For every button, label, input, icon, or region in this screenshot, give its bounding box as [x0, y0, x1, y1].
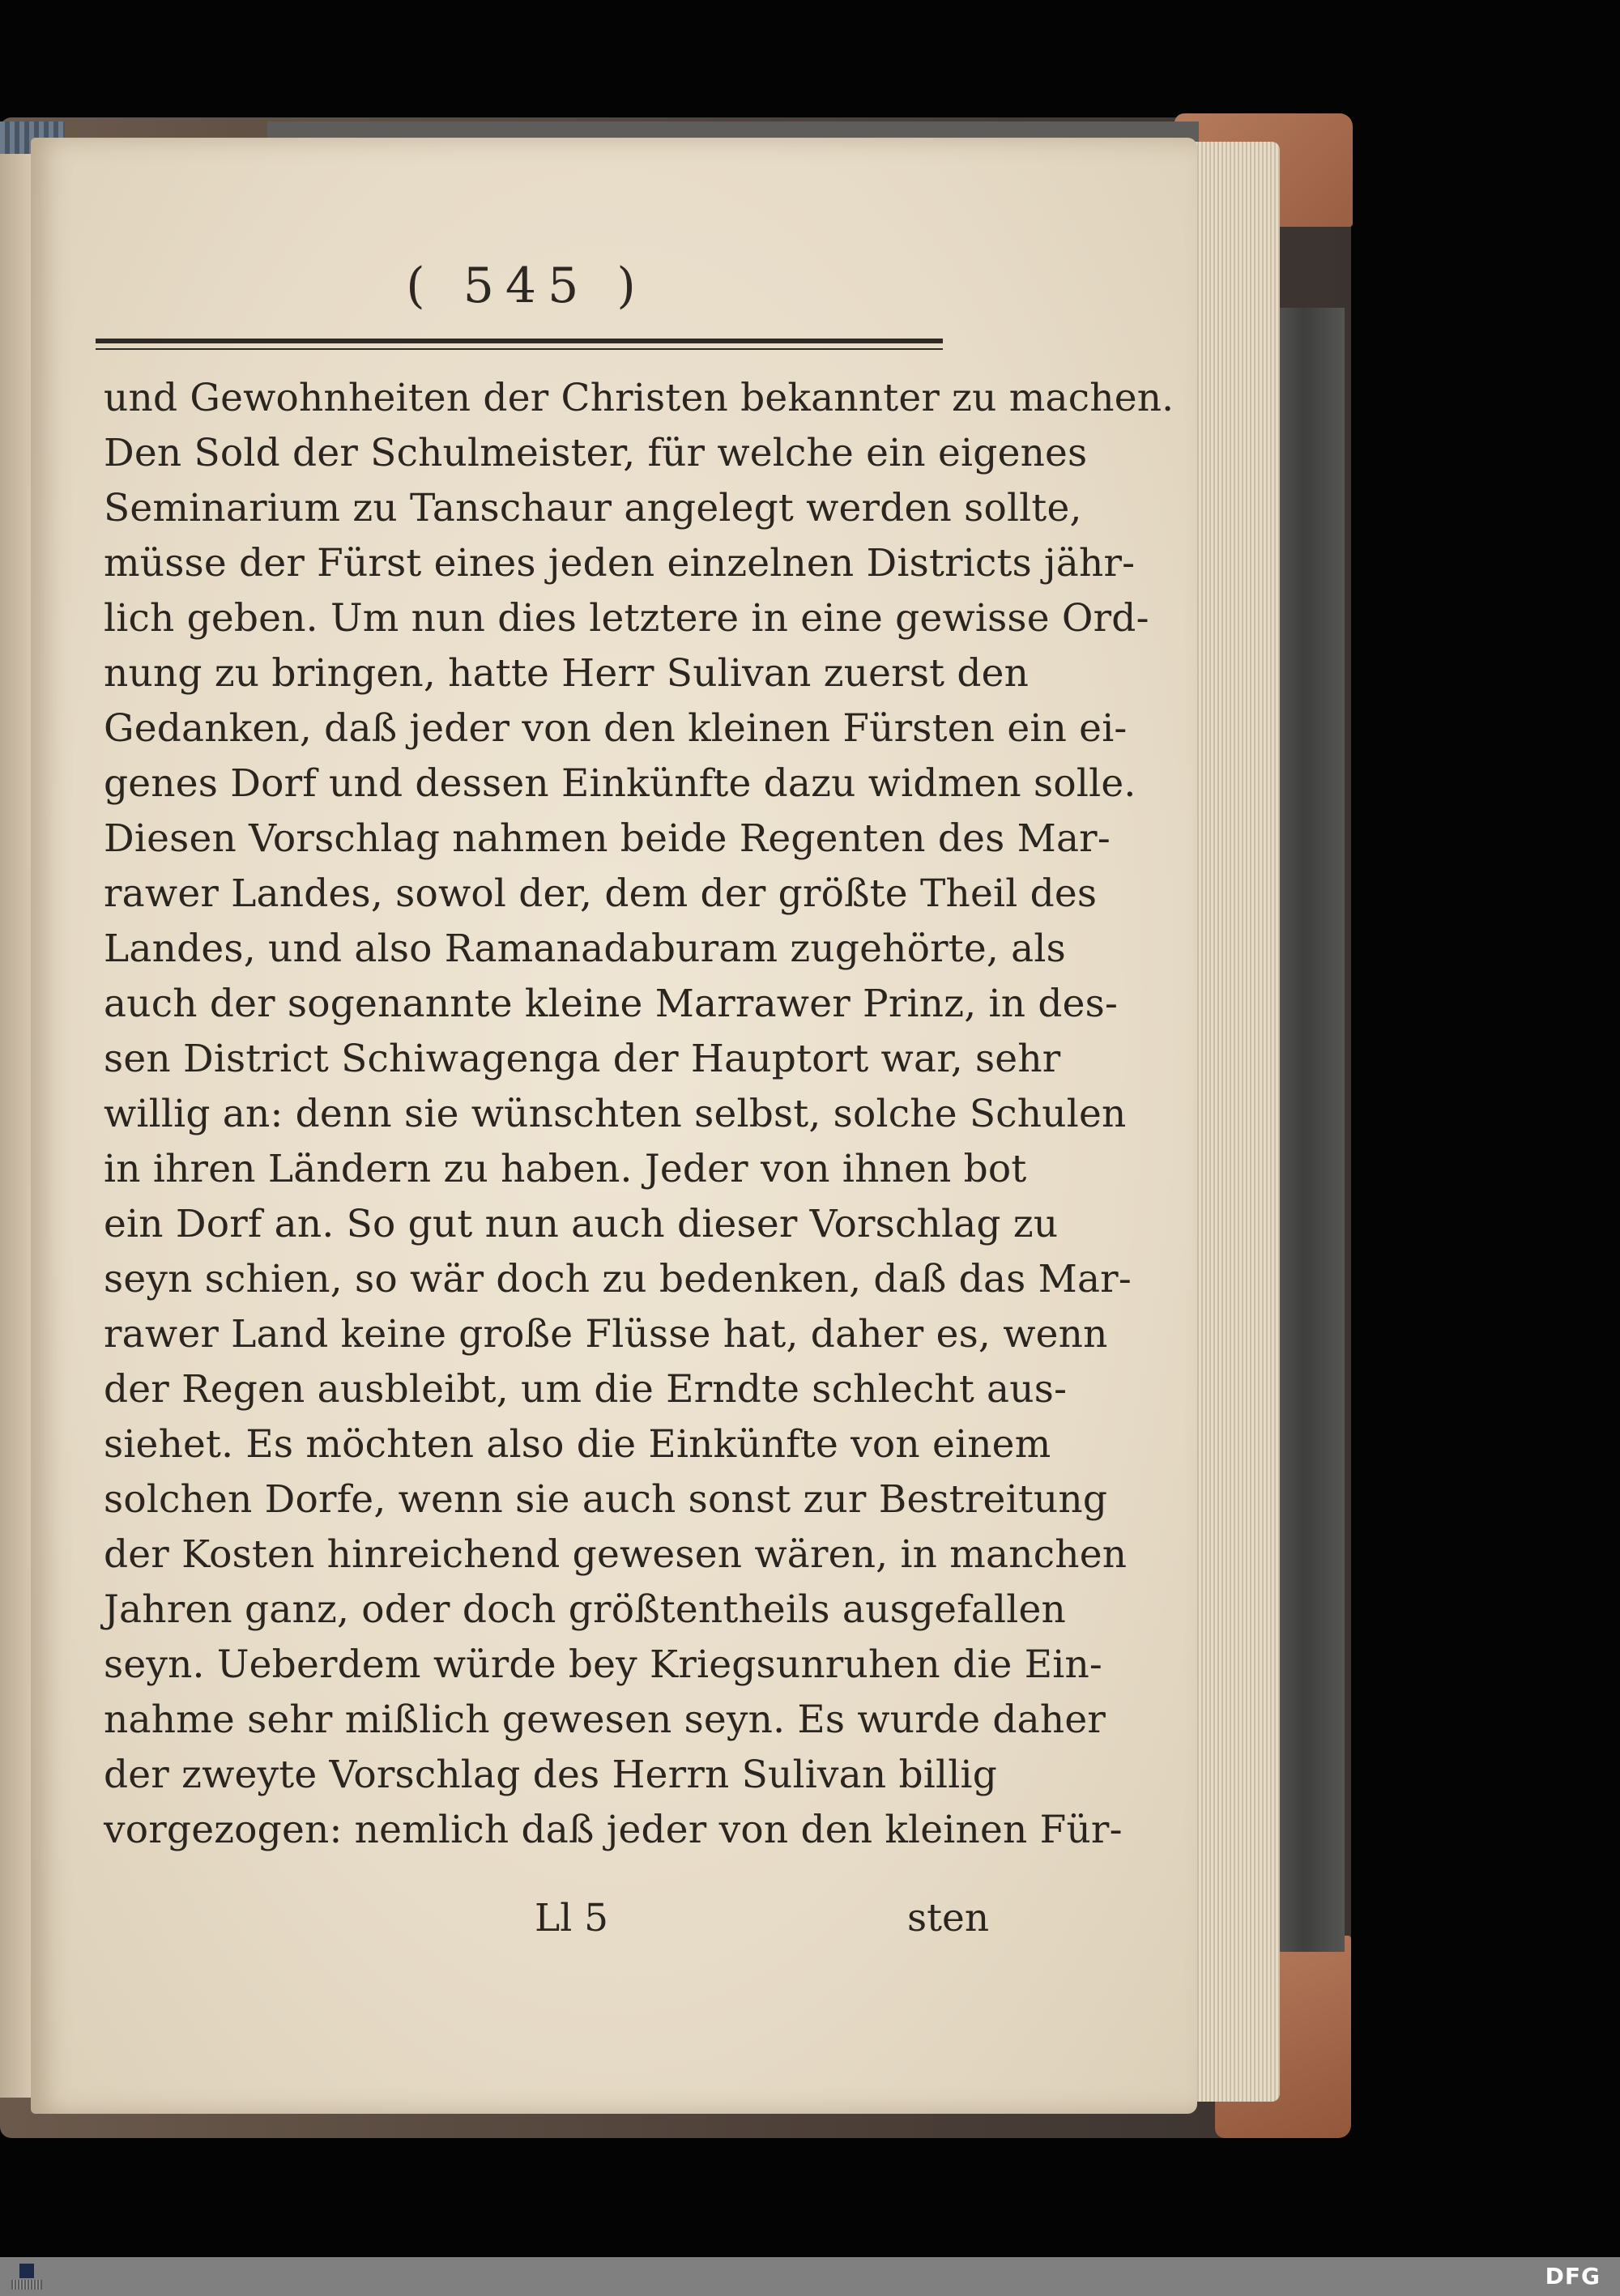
viewer-footer-bar [0, 2257, 1620, 2296]
text-line: nung zu bringen, hatte Herr Sulivan zuerst den [104, 651, 1030, 696]
text-line: siehet. Es möchten also die Einkünfte von einem [104, 1422, 1051, 1467]
text-line: Gedanken, daß jeder von den kleinen Fürsten ein ei- [104, 706, 1128, 751]
text-line: in ihren Ländern zu haben. Jeder von ihnen bot [104, 1147, 1027, 1191]
dfg-logo[interactable]: DFG [1545, 2263, 1601, 2290]
body-text [104, 371, 1174, 1858]
text-line: der zweyte Vorschlag des Herrn Sulivan billig [104, 1753, 998, 1797]
catchword: sten [907, 1896, 990, 1940]
text-line: der Kosten hinreichend gewesen wären, in manchen [104, 1532, 1128, 1577]
text-line: vorgezogen: nemlich daß jeder von den kleinen Für- [104, 1808, 1123, 1852]
text-line: Jahren ganz, oder doch größtentheils ausgefallen [104, 1587, 1066, 1632]
text-line: Den Sold der Schulmeister, für welche ein eigenes [104, 431, 1088, 475]
text-line: rawer Land keine große Flüsse hat, daher es, wenn [104, 1312, 1108, 1357]
text-line: genes Dorf und dessen Einkünfte dazu widmen solle. [104, 761, 1136, 806]
text-line: sen District Schiwagenga der Hauptort war, sehr [104, 1037, 1061, 1081]
text-line: Seminarium zu Tanschaur angelegt werden sollte, [104, 486, 1082, 530]
text-line: der Regen ausbleibt, um die Erndte schlecht aus- [104, 1367, 1068, 1412]
text-line: solchen Dorfe, wenn sie auch sonst zur Bestreitung [104, 1477, 1108, 1522]
text-line: ein Dorf an. So gut nun auch dieser Vorschlag zu [104, 1202, 1059, 1246]
text-line: Landes, und also Ramanadaburam zugehörte, als [104, 926, 1066, 971]
text-line: Diesen Vorschlag nahmen beide Regenten des Mar- [104, 816, 1111, 861]
header-rule-thin [96, 348, 943, 350]
text-line: willig an: denn sie wünschten selbst, solche Schulen [104, 1092, 1127, 1136]
library-logo-icon[interactable] [11, 2262, 42, 2291]
text-line: müsse der Fürst eines jeden einzelnen Districts jähr- [104, 541, 1136, 586]
signature-mark: Ll 5 [535, 1896, 609, 1940]
library-emblem-icon [19, 2264, 34, 2278]
text-line: seyn schien, so wär doch zu bedenken, daß das Mar- [104, 1257, 1132, 1301]
text-line: rawer Landes, sowol der, dem der größte Theil des [104, 871, 1098, 916]
page-number: ( 545 ) [406, 258, 647, 314]
facing-page-edge [0, 154, 31, 2098]
text-line: auch der sogenannte kleine Marrawer Prinz, in des- [104, 982, 1119, 1026]
text-line: nahme sehr mißlich gewesen seyn. Es wurde daher [104, 1698, 1106, 1742]
library-logo-text-icon [11, 2280, 42, 2290]
header-rule [96, 339, 943, 343]
text-line: lich geben. Um nun dies letztere in eine gewisse Ord- [104, 596, 1149, 641]
text-line: seyn. Ueberdem würde bey Kriegsunruhen die Ein- [104, 1642, 1103, 1687]
page-block-edges [1183, 142, 1280, 2102]
text-line: und Gewohnheiten der Christen bekannter zu machen. [104, 376, 1174, 420]
